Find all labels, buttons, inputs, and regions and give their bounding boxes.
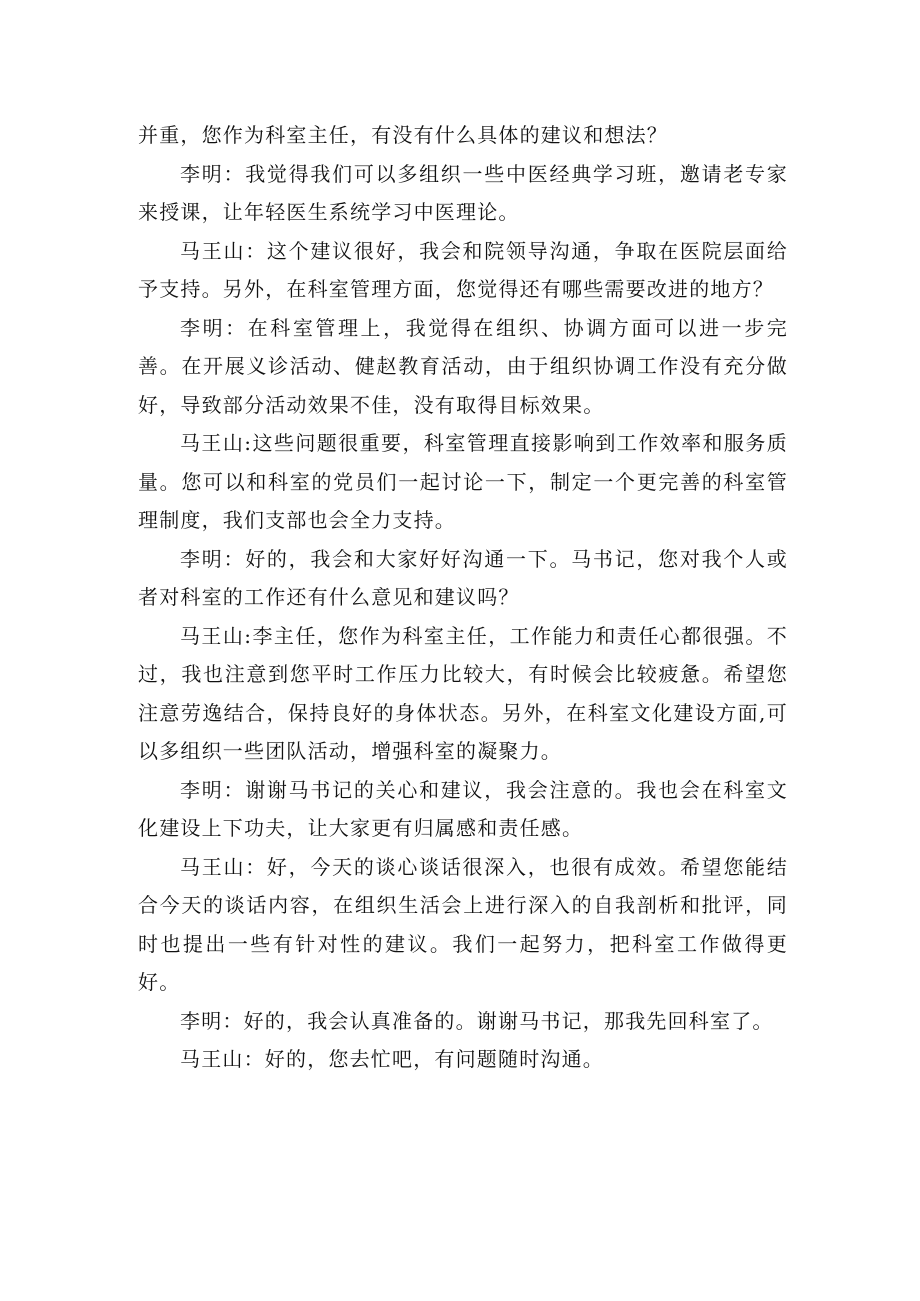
dialogue-text-block — [138, 116, 788, 1079]
paragraph-li-ming: 李明：谢谢马书记的关心和建议，我会注意的。我也会在科室文化建设上下功夫，让大家更有归属感和责任感。 — [138, 777, 788, 840]
paragraph-continuation: 并重，您作为科室主任，有没有什么具体的建议和想法？ — [138, 123, 668, 147]
paragraph-li-ming: 李明：在科室管理上，我觉得在组织、协调方面可以进一步完善。在开展义诊活动、健赵教育活动，由于组织协调工作没有充分做好，导致部分活动效果不佳，没有取得目标效果。 — [138, 315, 788, 417]
paragraph-li-ming: 李明：好的，我会和大家好好沟通一下。马书记，您对我个人或者对科室的工作还有什么意见和建议吗？ — [138, 546, 788, 609]
paragraph-ma-wangshan: 马王山:这些问题很重要，科室管理直接影响到工作效率和服务质量。您可以和科室的党员们一起讨论一下，制定一个更完善的科室管理制度，我们支部也会全力支持。 — [138, 431, 788, 532]
paragraph-li-ming: 李明：我觉得我们可以多组织一些中医经典学习班，邀请老专家来授课，让年轻医生系统学习中医理论。 — [138, 161, 788, 224]
paragraph-ma-wangshan: 马王山：这个建议很好，我会和院领导沟通，争取在医院层面给予支持。另外，在科室管理方面，您觉得还有哪些需要改进的地方？ — [138, 238, 788, 301]
paragraph-ma-wangshan: 马王山:李主任，您作为科室主任，工作能力和责任心都很强。不过，我也注意到您平时工作压力比较大，有时候会比较疲惫。希望您注意劳逸结合，保持良好的身体状态。另外，在科室文化建设方面,可以多组织一些团队活动，增强科室的凝聚力。 — [138, 623, 788, 763]
paragraph-ma-wangshan: 马王山：好的，您去忙吧，有问题随时沟通。 — [180, 1047, 604, 1071]
paragraph-li-ming: 李明：好的，我会认真准备的。谢谢马书记，那我先回科室了。 — [180, 1008, 774, 1033]
paragraph-ma-wangshan: 马王山：好，今天的谈心谈话很深入，也很有成效。希望您能结合今天的谈话内容，在组织生活会上进行深入的自我剖析和批评，同时也提出一些有针对性的建议。我们一起努力，把科室工作做得更好。 — [138, 854, 788, 994]
